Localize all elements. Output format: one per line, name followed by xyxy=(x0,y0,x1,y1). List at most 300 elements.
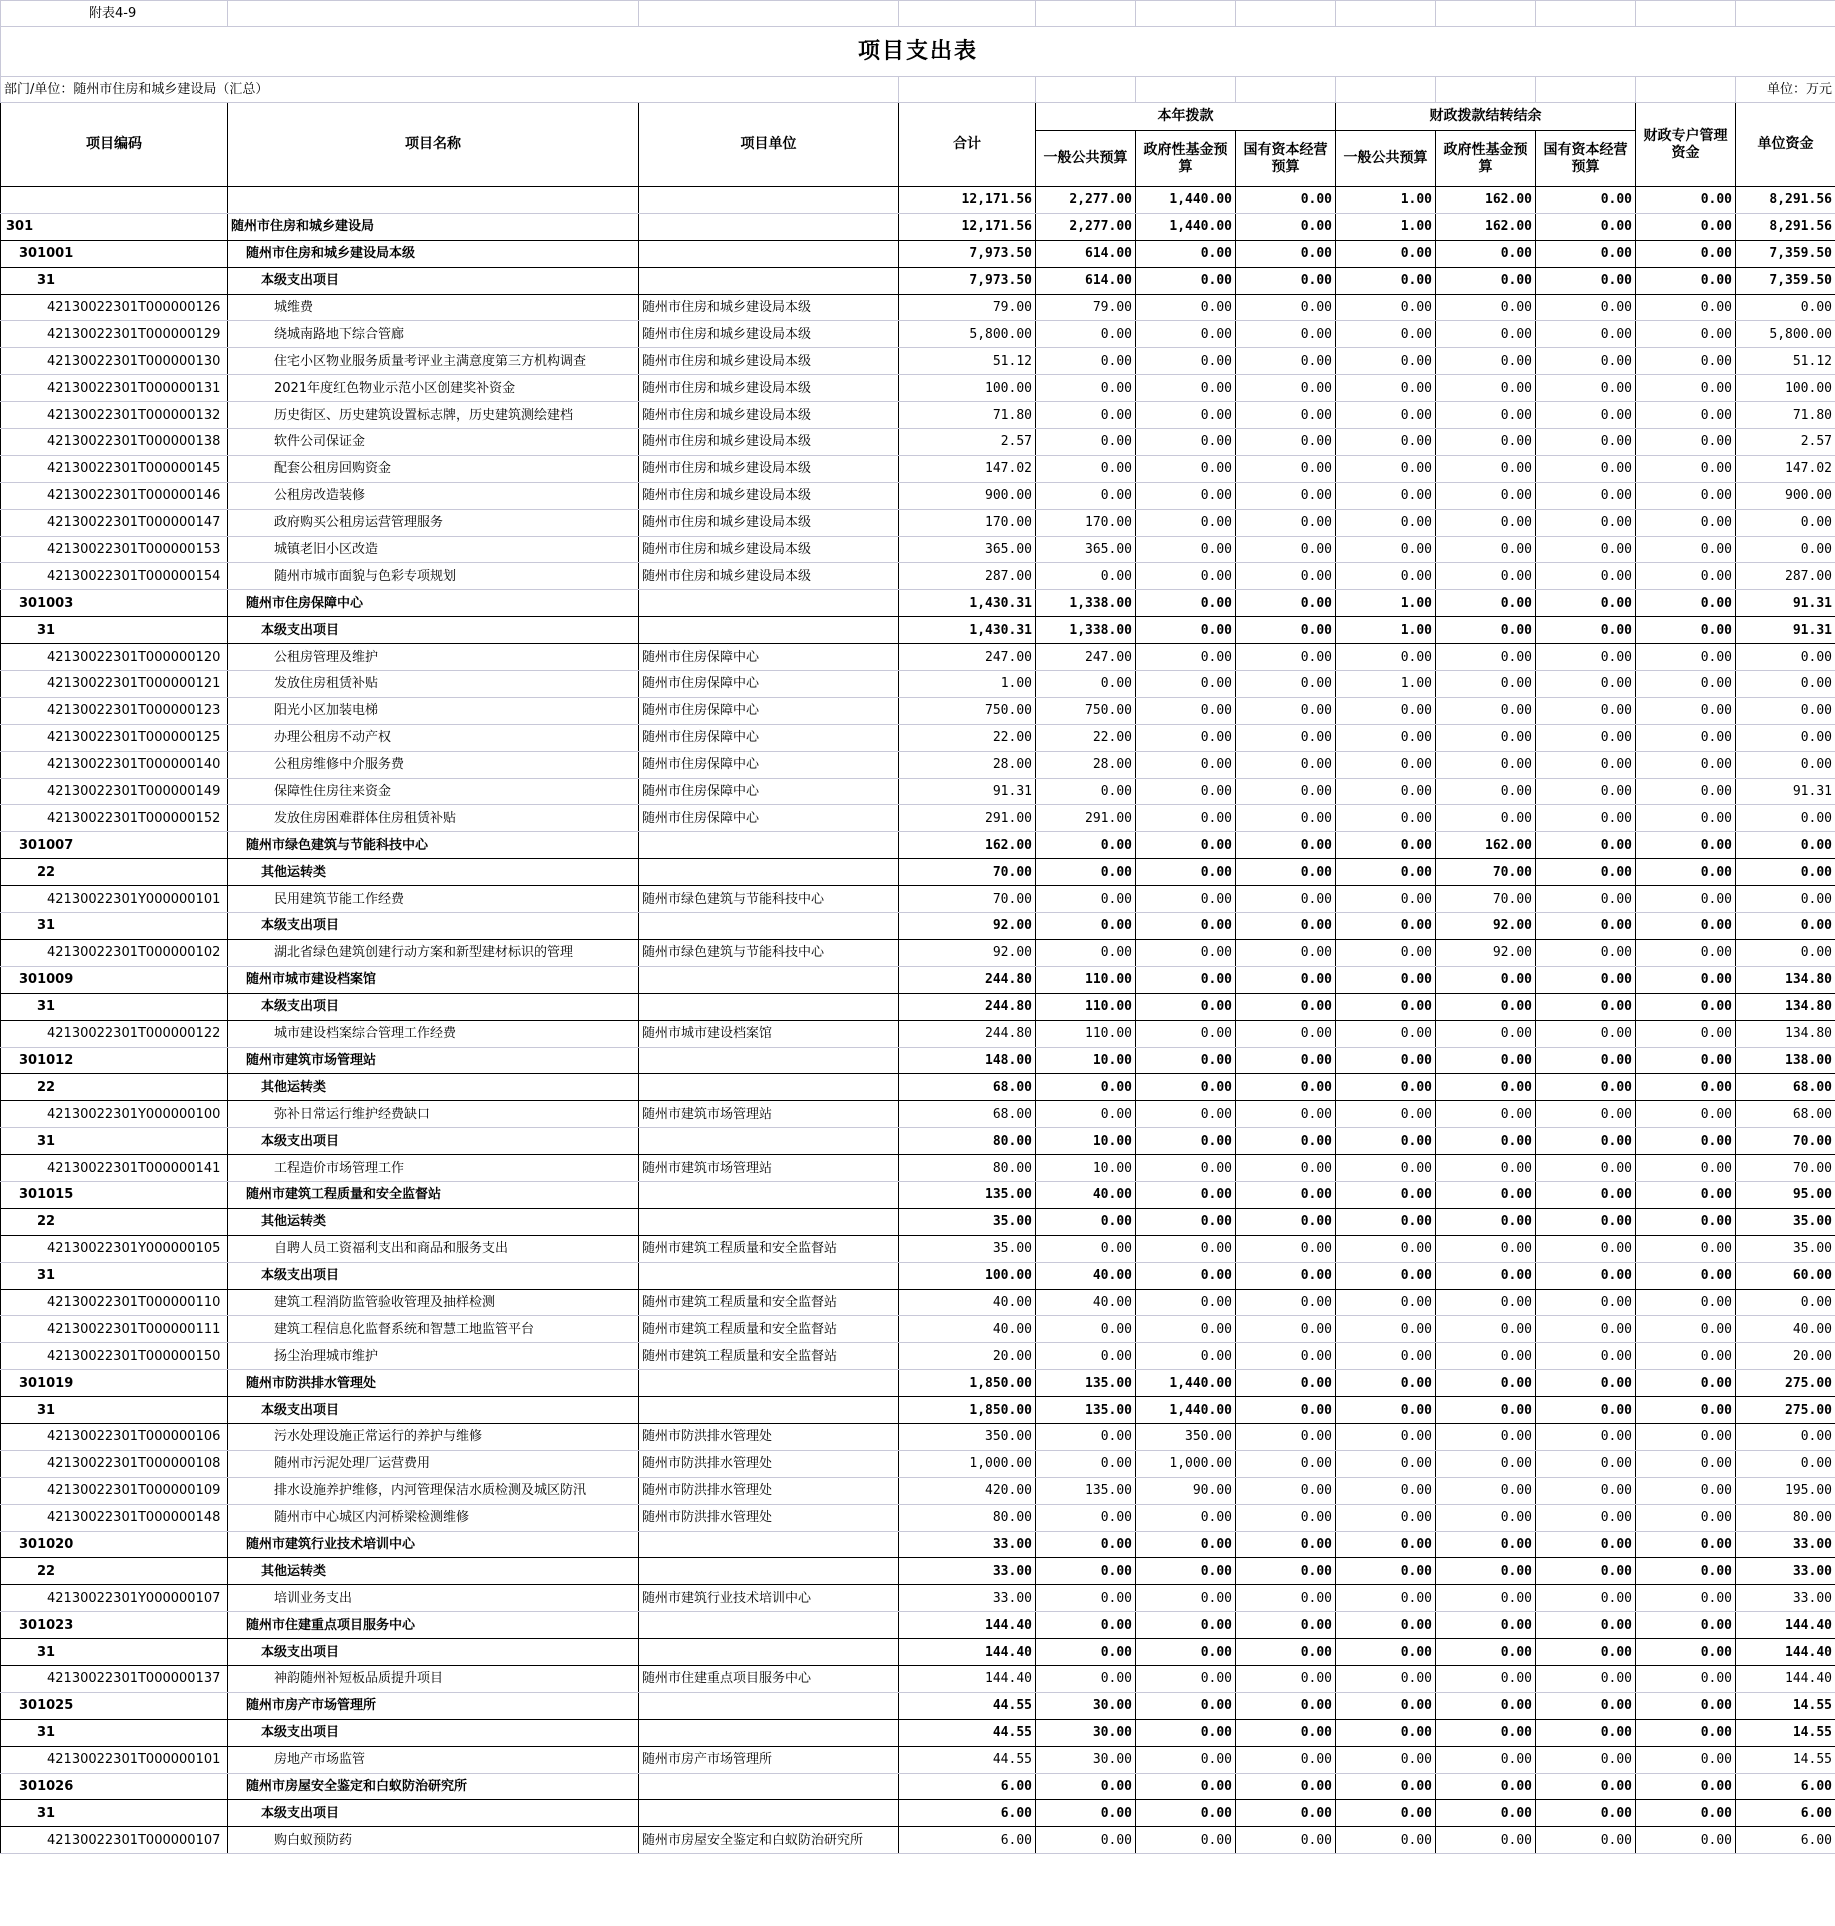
amount-cell: 0.00 xyxy=(1136,1343,1236,1370)
amount-cell: 0.00 xyxy=(1536,482,1636,509)
amount-cell: 275.00 xyxy=(1736,1370,1835,1397)
amount-cell: 0.00 xyxy=(1536,509,1636,536)
amount-cell: 14.55 xyxy=(1736,1746,1835,1773)
amount-cell: 0.00 xyxy=(1636,590,1736,617)
amount-cell: 110.00 xyxy=(1036,966,1136,993)
table-row xyxy=(1,1719,1835,1746)
project-code-cell: 42130022301T000000123 xyxy=(1,697,228,724)
amount-cell: 0.00 xyxy=(1336,1639,1436,1666)
amount-cell: 135.00 xyxy=(1036,1477,1136,1504)
amount-cell: 0.00 xyxy=(1436,1423,1536,1450)
amount-cell: 0.00 xyxy=(1236,429,1336,456)
amount-cell: 0.00 xyxy=(1536,294,1636,321)
amount-cell: 28.00 xyxy=(1036,751,1136,778)
amount-cell: 0.00 xyxy=(1636,213,1736,240)
table-row xyxy=(1,402,1835,429)
amount-cell: 247.00 xyxy=(899,644,1036,671)
amount-cell: 900.00 xyxy=(899,482,1036,509)
amount-cell: 0.00 xyxy=(1636,939,1736,966)
table-row xyxy=(1,1289,1835,1316)
amount-cell: 0.00 xyxy=(1736,671,1835,698)
amount-cell: 0.00 xyxy=(1136,859,1236,886)
amount-cell: 0.00 xyxy=(1436,966,1536,993)
amount-cell: 10.00 xyxy=(1036,1155,1136,1182)
amount-cell: 100.00 xyxy=(899,375,1036,402)
amount-cell: 0.00 xyxy=(1436,778,1536,805)
amount-cell: 0.00 xyxy=(1636,671,1736,698)
amount-cell: 0.00 xyxy=(1636,1423,1736,1450)
project-unit-cell: 随州市住房和城乡建设局本级 xyxy=(639,455,899,482)
amount-cell: 0.00 xyxy=(1636,993,1736,1020)
amount-cell: 22.00 xyxy=(899,724,1036,751)
amount-cell: 144.40 xyxy=(1736,1665,1835,1692)
amount-cell: 0.00 xyxy=(1336,1316,1436,1343)
project-name-cell: 本级支出项目 xyxy=(228,1128,639,1155)
amount-cell: 40.00 xyxy=(1036,1262,1136,1289)
header-unit: 项目单位 xyxy=(639,103,899,187)
table-row xyxy=(1,1773,1835,1800)
table-row xyxy=(1,1397,1835,1424)
project-code-cell: 42130022301T000000125 xyxy=(1,724,228,751)
amount-cell: 0.00 xyxy=(1536,939,1636,966)
amount-cell: 0.00 xyxy=(1236,1585,1336,1612)
amount-cell: 79.00 xyxy=(899,294,1036,321)
project-code-cell: 31 xyxy=(1,1397,228,1424)
amount-cell: 0.00 xyxy=(1636,1612,1736,1639)
amount-cell: 0.00 xyxy=(1436,375,1536,402)
amount-cell: 35.00 xyxy=(899,1235,1036,1262)
amount-cell: 0.00 xyxy=(1336,1155,1436,1182)
project-name-cell: 污水处理设施正常运行的养护与维修 xyxy=(228,1423,639,1450)
amount-cell: 134.80 xyxy=(1736,993,1835,1020)
project-name-cell: 建筑工程信息化监督系统和智慧工地监管平台 xyxy=(228,1316,639,1343)
project-name-cell: 随州市住建重点项目服务中心 xyxy=(228,1612,639,1639)
amount-cell: 0.00 xyxy=(1536,1558,1636,1585)
amount-cell: 0.00 xyxy=(1236,1773,1336,1800)
amount-cell: 0.00 xyxy=(1636,187,1736,214)
amount-cell: 22.00 xyxy=(1036,724,1136,751)
amount-cell: 0.00 xyxy=(1236,1397,1336,1424)
amount-cell: 0.00 xyxy=(1736,939,1835,966)
amount-cell: 0.00 xyxy=(1436,509,1536,536)
table-row xyxy=(1,1316,1835,1343)
amount-cell: 0.00 xyxy=(1036,859,1136,886)
amount-cell: 0.00 xyxy=(1036,1531,1136,1558)
amount-cell: 0.00 xyxy=(1136,966,1236,993)
amount-cell: 0.00 xyxy=(1136,563,1236,590)
table-row xyxy=(1,778,1835,805)
amount-cell: 0.00 xyxy=(1336,482,1436,509)
project-code-cell: 42130022301T000000102 xyxy=(1,939,228,966)
amount-cell: 0.00 xyxy=(1136,993,1236,1020)
amount-cell: 0.00 xyxy=(1336,1235,1436,1262)
amount-cell: 0.00 xyxy=(1436,1558,1536,1585)
project-name-cell: 购白蚁预防药 xyxy=(228,1827,639,1854)
amount-cell: 0.00 xyxy=(1636,348,1736,375)
project-code-cell: 301015 xyxy=(1,1181,228,1208)
amount-cell: 0.00 xyxy=(1236,1235,1336,1262)
amount-cell: 40.00 xyxy=(899,1316,1036,1343)
amount-cell: 0.00 xyxy=(1336,1692,1436,1719)
amount-cell: 1.00 xyxy=(1336,671,1436,698)
project-code-cell: 31 xyxy=(1,1800,228,1827)
amount-cell: 0.00 xyxy=(1136,1504,1236,1531)
amount-cell: 0.00 xyxy=(1236,455,1336,482)
amount-cell: 35.00 xyxy=(1736,1235,1835,1262)
project-unit-cell: 随州市城市建设档案馆 xyxy=(639,1020,899,1047)
amount-cell: 0.00 xyxy=(1136,1208,1236,1235)
amount-cell: 0.00 xyxy=(1536,805,1636,832)
amount-cell: 0.00 xyxy=(1436,1692,1536,1719)
amount-cell: 162.00 xyxy=(1436,213,1536,240)
project-name-cell: 其他运转类 xyxy=(228,1558,639,1585)
header-name: 项目名称 xyxy=(228,103,639,187)
amount-cell: 30.00 xyxy=(1036,1746,1136,1773)
amount-cell: 0.00 xyxy=(1736,294,1835,321)
project-name-cell: 发放住房困难群体住房租赁补贴 xyxy=(228,805,639,832)
amount-cell: 0.00 xyxy=(1536,1155,1636,1182)
amount-cell: 0.00 xyxy=(1236,1504,1336,1531)
project-name-cell: 随州市房产市场管理所 xyxy=(228,1692,639,1719)
amount-cell: 0.00 xyxy=(1536,187,1636,214)
amount-cell: 7,359.50 xyxy=(1736,267,1835,294)
amount-cell: 0.00 xyxy=(1636,1101,1736,1128)
amount-cell: 0.00 xyxy=(1136,1665,1236,1692)
amount-cell: 0.00 xyxy=(1736,1450,1835,1477)
amount-cell: 0.00 xyxy=(1536,671,1636,698)
amount-cell: 6.00 xyxy=(1736,1773,1835,1800)
page-title: 项目支出表 xyxy=(1,27,1835,77)
amount-cell: 0.00 xyxy=(1236,563,1336,590)
project-name-cell: 神韵随州补短板品质提升项目 xyxy=(228,1665,639,1692)
project-unit-cell: 随州市建筑市场管理站 xyxy=(639,1155,899,1182)
amount-cell: 0.00 xyxy=(1536,267,1636,294)
table-row xyxy=(1,213,1835,240)
amount-cell: 900.00 xyxy=(1736,482,1835,509)
amount-cell: 14.55 xyxy=(1736,1719,1835,1746)
amount-cell: 91.31 xyxy=(1736,778,1835,805)
amount-cell: 0.00 xyxy=(1136,1235,1236,1262)
amount-cell: 51.12 xyxy=(1736,348,1835,375)
amount-cell: 0.00 xyxy=(1536,966,1636,993)
amount-cell: 10.00 xyxy=(1036,1047,1136,1074)
amount-cell: 1,430.31 xyxy=(899,617,1036,644)
amount-cell: 0.00 xyxy=(1036,832,1136,859)
project-code-cell: 42130022301T000000106 xyxy=(1,1423,228,1450)
amount-cell: 0.00 xyxy=(1436,455,1536,482)
amount-cell: 110.00 xyxy=(1036,993,1136,1020)
table-row xyxy=(1,751,1835,778)
amount-cell: 79.00 xyxy=(1036,294,1136,321)
project-name-cell: 随州市住房保障中心 xyxy=(228,590,639,617)
header-total: 合计 xyxy=(899,103,1036,187)
project-name-cell: 扬尘治理城市维护 xyxy=(228,1343,639,1370)
amount-cell: 0.00 xyxy=(1436,267,1536,294)
project-unit-cell: 随州市建筑工程质量和安全监督站 xyxy=(639,1316,899,1343)
amount-cell: 0.00 xyxy=(1636,402,1736,429)
amount-cell: 0.00 xyxy=(1436,240,1536,267)
amount-cell: 0.00 xyxy=(1236,939,1336,966)
project-unit-cell xyxy=(639,1558,899,1585)
amount-cell: 1,850.00 xyxy=(899,1370,1036,1397)
project-name-cell: 随州市城市建设档案馆 xyxy=(228,966,639,993)
amount-cell: 0.00 xyxy=(1236,1020,1336,1047)
project-name-cell: 本级支出项目 xyxy=(228,1397,639,1424)
amount-cell: 33.00 xyxy=(1736,1558,1835,1585)
amount-cell: 0.00 xyxy=(1036,1208,1136,1235)
amount-cell: 0.00 xyxy=(1136,1612,1236,1639)
amount-cell: 287.00 xyxy=(899,563,1036,590)
table-row xyxy=(1,429,1835,456)
amount-cell: 0.00 xyxy=(1536,1719,1636,1746)
amount-cell: 0.00 xyxy=(1636,1585,1736,1612)
amount-cell: 0.00 xyxy=(1536,590,1636,617)
amount-cell: 0.00 xyxy=(1136,267,1236,294)
amount-cell: 0.00 xyxy=(1336,509,1436,536)
amount-cell: 0.00 xyxy=(1136,617,1236,644)
project-code-cell: 301012 xyxy=(1,1047,228,1074)
table-row xyxy=(1,993,1835,1020)
amount-cell: 0.00 xyxy=(1036,1450,1136,1477)
amount-cell: 0.00 xyxy=(1136,402,1236,429)
amount-cell: 0.00 xyxy=(1036,886,1136,913)
amount-cell: 0.00 xyxy=(1236,1316,1336,1343)
amount-cell: 0.00 xyxy=(1436,1343,1536,1370)
amount-cell: 2.57 xyxy=(1736,429,1835,456)
amount-cell: 0.00 xyxy=(1536,240,1636,267)
amount-cell: 0.00 xyxy=(1336,1370,1436,1397)
amount-cell: 0.00 xyxy=(1336,859,1436,886)
amount-cell: 0.00 xyxy=(1036,563,1136,590)
amount-cell: 6.00 xyxy=(899,1827,1036,1854)
amount-cell: 0.00 xyxy=(1536,348,1636,375)
project-name-cell: 本级支出项目 xyxy=(228,913,639,940)
amount-cell: 91.31 xyxy=(1736,617,1835,644)
project-code-cell: 42130022301T000000120 xyxy=(1,644,228,671)
amount-cell: 0.00 xyxy=(1336,1827,1436,1854)
table-row xyxy=(1,1074,1835,1101)
table-row xyxy=(1,1423,1835,1450)
amount-cell: 1,440.00 xyxy=(1136,187,1236,214)
amount-cell: 0.00 xyxy=(1536,1746,1636,1773)
project-unit-cell: 随州市防洪排水管理处 xyxy=(639,1477,899,1504)
amount-cell: 0.00 xyxy=(1536,1423,1636,1450)
project-name-cell: 民用建筑节能工作经费 xyxy=(228,886,639,913)
amount-cell: 0.00 xyxy=(1036,1800,1136,1827)
project-unit-cell xyxy=(639,966,899,993)
amount-cell: 0.00 xyxy=(1336,294,1436,321)
amount-cell: 0.00 xyxy=(1336,939,1436,966)
table-row xyxy=(1,1692,1835,1719)
amount-cell: 0.00 xyxy=(1636,563,1736,590)
amount-cell: 44.55 xyxy=(899,1746,1036,1773)
amount-cell: 0.00 xyxy=(1536,1773,1636,1800)
project-name-cell: 城镇老旧小区改造 xyxy=(228,536,639,563)
amount-cell: 0.00 xyxy=(1536,1074,1636,1101)
amount-cell: 1,338.00 xyxy=(1036,590,1136,617)
amount-cell: 0.00 xyxy=(1236,859,1336,886)
project-name-cell: 工程造价市场管理工作 xyxy=(228,1155,639,1182)
amount-cell: 0.00 xyxy=(1436,482,1536,509)
project-code-cell: 42130022301T000000150 xyxy=(1,1343,228,1370)
amount-cell: 0.00 xyxy=(1536,778,1636,805)
amount-cell: 0.00 xyxy=(1236,1746,1336,1773)
amount-cell: 7,973.50 xyxy=(899,267,1036,294)
amount-cell: 30.00 xyxy=(1036,1692,1136,1719)
amount-cell: 1.00 xyxy=(1336,213,1436,240)
amount-cell: 0.00 xyxy=(1236,751,1336,778)
amount-cell: 0.00 xyxy=(1136,375,1236,402)
amount-cell: 0.00 xyxy=(1536,402,1636,429)
project-unit-cell: 随州市住房和城乡建设局本级 xyxy=(639,509,899,536)
amount-cell: 0.00 xyxy=(1536,751,1636,778)
amount-cell: 0.00 xyxy=(1236,267,1336,294)
amount-cell: 0.00 xyxy=(1036,429,1136,456)
project-name-cell: 本级支出项目 xyxy=(228,267,639,294)
amount-cell: 0.00 xyxy=(1436,1047,1536,1074)
project-unit-cell: 随州市建筑工程质量和安全监督站 xyxy=(639,1235,899,1262)
project-name-cell: 保障性住房往来资金 xyxy=(228,778,639,805)
amount-cell: 0.00 xyxy=(1136,1155,1236,1182)
project-code-cell: 42130022301T000000146 xyxy=(1,482,228,509)
amount-cell: 1,000.00 xyxy=(1136,1450,1236,1477)
project-unit-cell: 随州市住房保障中心 xyxy=(639,671,899,698)
amount-cell: 0.00 xyxy=(1336,1504,1436,1531)
amount-cell: 91.31 xyxy=(899,778,1036,805)
amount-cell: 92.00 xyxy=(899,939,1036,966)
amount-cell: 0.00 xyxy=(1636,1235,1736,1262)
project-code-cell: 42130022301T000000149 xyxy=(1,778,228,805)
amount-cell: 1.00 xyxy=(1336,187,1436,214)
table-row xyxy=(1,240,1835,267)
amount-cell: 1,440.00 xyxy=(1136,1397,1236,1424)
amount-cell: 0.00 xyxy=(1336,832,1436,859)
amount-cell: 135.00 xyxy=(899,1181,1036,1208)
amount-cell: 0.00 xyxy=(1236,509,1336,536)
project-code-cell: 42130022301T000000154 xyxy=(1,563,228,590)
project-unit-cell: 随州市建筑工程质量和安全监督站 xyxy=(639,1343,899,1370)
project-unit-cell xyxy=(639,1262,899,1289)
amount-cell: 0.00 xyxy=(1636,1047,1736,1074)
amount-cell: 0.00 xyxy=(1336,1020,1436,1047)
amount-cell: 0.00 xyxy=(1136,590,1236,617)
amount-cell: 0.00 xyxy=(1636,1477,1736,1504)
amount-cell: 0.00 xyxy=(1636,1639,1736,1666)
project-code-cell: 301009 xyxy=(1,966,228,993)
amount-cell: 0.00 xyxy=(1536,1128,1636,1155)
amount-cell: 40.00 xyxy=(1036,1181,1136,1208)
project-code-cell: 42130022301T000000121 xyxy=(1,671,228,698)
project-unit-cell: 随州市绿色建筑与节能科技中心 xyxy=(639,939,899,966)
table-row xyxy=(1,294,1835,321)
project-name-cell: 本级支出项目 xyxy=(228,1262,639,1289)
amount-cell: 0.00 xyxy=(1536,1047,1636,1074)
amount-cell: 0.00 xyxy=(1336,1585,1436,1612)
amount-cell: 0.00 xyxy=(1536,1800,1636,1827)
amount-cell: 110.00 xyxy=(1036,1020,1136,1047)
project-code-cell: 31 xyxy=(1,1719,228,1746)
amount-cell: 0.00 xyxy=(1636,1316,1736,1343)
project-code-cell: 42130022301T000000152 xyxy=(1,805,228,832)
amount-cell: 0.00 xyxy=(1136,240,1236,267)
amount-cell: 0.00 xyxy=(1336,321,1436,348)
amount-cell: 0.00 xyxy=(1436,617,1536,644)
amount-cell: 0.00 xyxy=(1536,644,1636,671)
amount-cell: 2,277.00 xyxy=(1036,213,1136,240)
amount-cell: 0.00 xyxy=(1436,1208,1536,1235)
amount-cell: 95.00 xyxy=(1736,1181,1835,1208)
amount-cell: 0.00 xyxy=(1536,1477,1636,1504)
amount-cell: 8,291.56 xyxy=(1736,187,1835,214)
project-name-cell: 本级支出项目 xyxy=(228,617,639,644)
project-code-cell: 301 xyxy=(1,213,228,240)
amount-cell: 70.00 xyxy=(1736,1128,1835,1155)
amount-cell: 0.00 xyxy=(1236,294,1336,321)
amount-cell: 0.00 xyxy=(1336,240,1436,267)
amount-cell: 70.00 xyxy=(1436,859,1536,886)
amount-cell: 0.00 xyxy=(1236,1612,1336,1639)
project-code-cell: 31 xyxy=(1,267,228,294)
project-code-cell: 31 xyxy=(1,617,228,644)
amount-cell: 0.00 xyxy=(1336,1800,1436,1827)
amount-cell: 0.00 xyxy=(1236,966,1336,993)
amount-cell: 0.00 xyxy=(1536,1289,1636,1316)
amount-cell: 0.00 xyxy=(1736,697,1835,724)
amount-cell: 0.00 xyxy=(1436,805,1536,832)
amount-cell: 92.00 xyxy=(899,913,1036,940)
amount-cell: 0.00 xyxy=(1236,1181,1336,1208)
amount-cell: 70.00 xyxy=(899,859,1036,886)
amount-cell: 0.00 xyxy=(1436,724,1536,751)
amount-cell: 0.00 xyxy=(1636,832,1736,859)
amount-cell: 0.00 xyxy=(1636,966,1736,993)
project-name-cell: 随州市污泥处理厂运营费用 xyxy=(228,1450,639,1477)
amount-cell: 0.00 xyxy=(1636,886,1736,913)
project-name-cell: 随州市住房和城乡建设局本级 xyxy=(228,240,639,267)
project-code-cell: 42130022301Y000000100 xyxy=(1,1101,228,1128)
table-row xyxy=(1,886,1835,913)
table-row xyxy=(1,1155,1835,1182)
project-unit-cell xyxy=(639,1800,899,1827)
amount-cell: 0.00 xyxy=(1436,1262,1536,1289)
amount-cell: 0.00 xyxy=(1036,1773,1136,1800)
amount-cell: 0.00 xyxy=(1636,1746,1736,1773)
project-name-cell: 培训业务支出 xyxy=(228,1585,639,1612)
amount-cell: 144.40 xyxy=(1736,1612,1835,1639)
project-code-cell: 301020 xyxy=(1,1531,228,1558)
project-unit-cell xyxy=(639,1639,899,1666)
amount-cell: 0.00 xyxy=(1336,1665,1436,1692)
amount-cell: 0.00 xyxy=(1536,1504,1636,1531)
project-code-cell: 42130022301T000000153 xyxy=(1,536,228,563)
amount-cell: 0.00 xyxy=(1136,913,1236,940)
amount-cell: 0.00 xyxy=(1036,1101,1136,1128)
amount-cell: 0.00 xyxy=(1436,1316,1536,1343)
amount-cell: 0.00 xyxy=(1436,590,1536,617)
amount-cell: 20.00 xyxy=(1736,1343,1835,1370)
amount-cell: 0.00 xyxy=(1236,1262,1336,1289)
amount-cell: 0.00 xyxy=(1236,1450,1336,1477)
amount-cell: 0.00 xyxy=(1136,1773,1236,1800)
amount-cell: 0.00 xyxy=(1436,1101,1536,1128)
amount-cell: 80.00 xyxy=(899,1504,1036,1531)
project-unit-cell: 随州市住房保障中心 xyxy=(639,805,899,832)
header-special: 财政专户管理资金 xyxy=(1636,103,1736,187)
table-row xyxy=(1,1504,1835,1531)
amount-cell: 0.00 xyxy=(1636,1208,1736,1235)
amount-cell: 0.00 xyxy=(1436,1128,1536,1155)
amount-cell: 0.00 xyxy=(1636,294,1736,321)
